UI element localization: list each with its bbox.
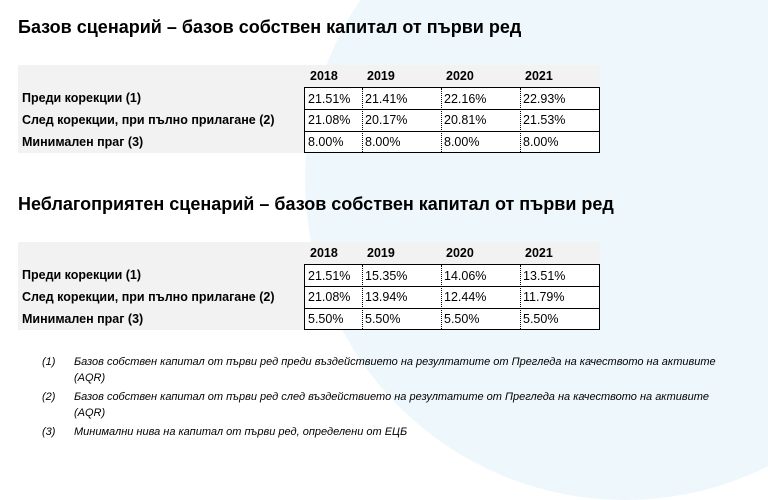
value-cell: 21.51% — [308, 92, 351, 106]
baseline-scenario-title: Базов сценарий – базов собствен капитал от първи ред — [18, 17, 522, 37]
adverse-scenario-table — [18, 242, 600, 330]
value-cell: 13.51% — [523, 269, 566, 283]
year-header: 2020 — [446, 69, 474, 83]
values-grid — [304, 264, 600, 330]
value-cell: 11.79% — [523, 290, 565, 304]
year-header: 2019 — [367, 69, 395, 83]
year-header: 2018 — [310, 69, 338, 83]
value-cell: 13.94% — [365, 290, 408, 304]
value-cell: 15.35% — [365, 269, 408, 283]
value-cell: 22.16% — [444, 92, 487, 106]
footnotes — [42, 354, 742, 443]
table-header-row — [18, 65, 600, 87]
value-cell: 21.51% — [308, 269, 351, 283]
footnote — [42, 424, 742, 440]
footnote-number: (3) — [42, 426, 56, 438]
value-cell: 21.08% — [308, 290, 351, 304]
value-cell: 21.53% — [523, 113, 566, 127]
value-cell: 5.50% — [523, 312, 559, 326]
row-label: След корекции, при пълно прилагане (2) — [22, 290, 275, 304]
value-cell: 22.93% — [523, 92, 566, 106]
footnote — [42, 354, 742, 386]
value-cell: 21.08% — [308, 113, 351, 127]
year-header: 2021 — [525, 246, 553, 260]
value-cell: 14.06% — [444, 269, 487, 283]
year-header: 2018 — [310, 246, 338, 260]
row-label: Преди корекции (1) — [22, 268, 142, 282]
row-label: След корекции, при пълно прилагане (2) — [22, 113, 275, 127]
year-header: 2020 — [446, 246, 474, 260]
row-label: Минимален праг (3) — [22, 135, 144, 149]
adverse-scenario-title: Неблагоприятен сценарий – базов собствен капитал от първи ред — [18, 194, 614, 214]
footnote — [42, 389, 742, 421]
footnote-number: (1) — [42, 356, 56, 368]
value-cell: 20.81% — [444, 113, 487, 127]
value-cell: 8.00% — [365, 135, 401, 149]
year-header: 2019 — [367, 246, 395, 260]
value-cell: 5.50% — [444, 312, 480, 326]
value-cell: 20.17% — [365, 113, 408, 127]
value-cell: 5.50% — [308, 312, 344, 326]
footnote-number: (2) — [42, 391, 56, 403]
footnote-text: Базов собствен капитал от първи ред преди въздействието на резултатите от Прегледа на качеството на активите (AQR) — [74, 356, 716, 384]
value-cell: 8.00% — [523, 135, 559, 149]
value-cell: 5.50% — [365, 312, 401, 326]
values-grid — [304, 87, 600, 153]
footnote-text: Минимални нива на капитал от първи ред, определени от ЕЦБ — [74, 426, 408, 438]
row-label: Минимален праг (3) — [22, 312, 144, 326]
table-header-row — [18, 242, 600, 264]
value-cell: 12.44% — [444, 290, 487, 304]
value-cell: 8.00% — [444, 135, 480, 149]
value-cell: 8.00% — [308, 135, 344, 149]
value-cell: 21.41% — [365, 92, 408, 106]
row-label: Преди корекции (1) — [22, 91, 142, 105]
year-header: 2021 — [525, 69, 553, 83]
footnote-text: Базов собствен капитал от първи ред след въздействието на резултатите от Прегледа на качеството на активите (AQR) — [74, 391, 710, 419]
baseline-scenario-table — [18, 65, 600, 153]
